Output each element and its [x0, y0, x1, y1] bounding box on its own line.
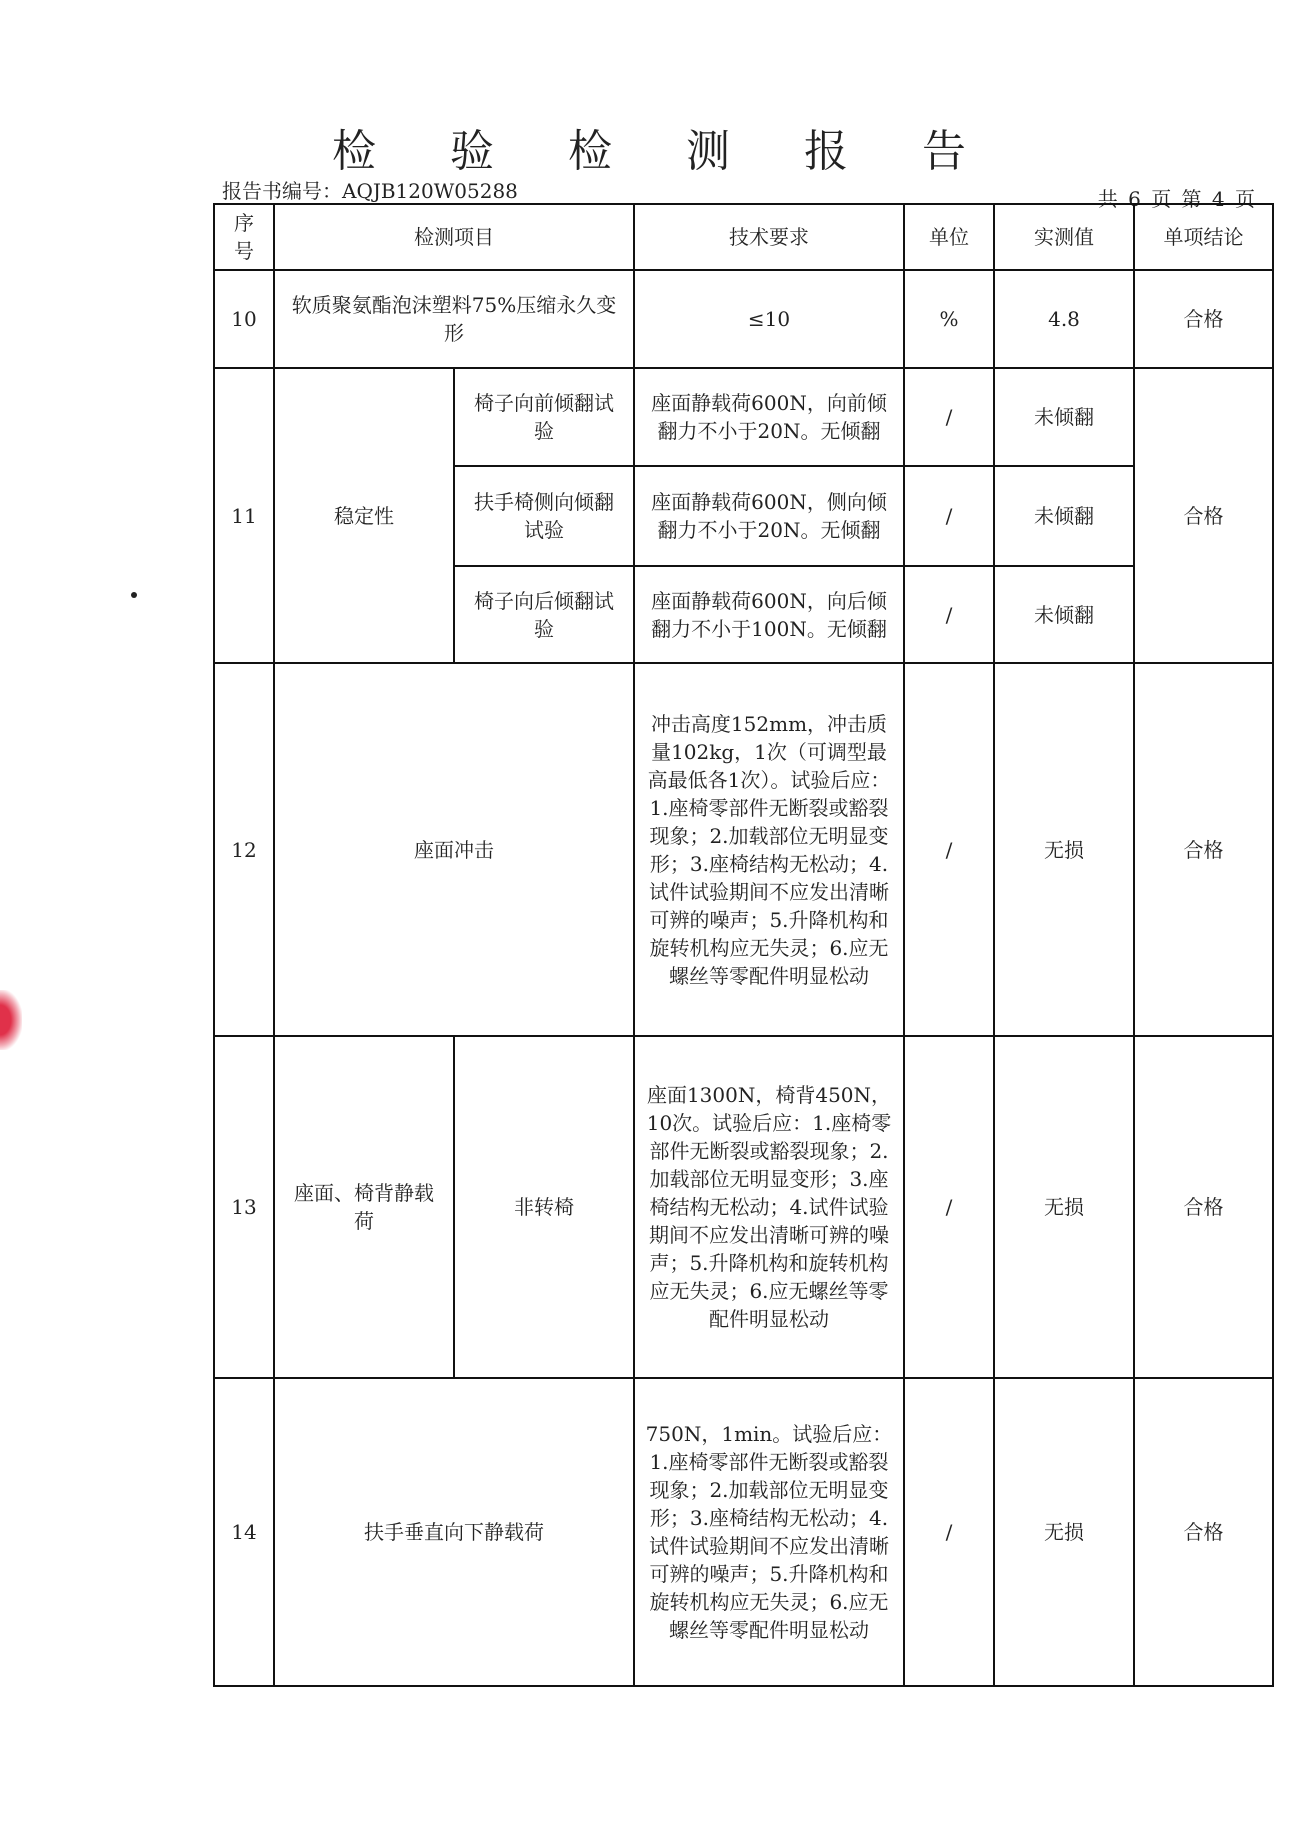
header-seq: 序号	[214, 204, 274, 270]
inspection-table	[213, 203, 1274, 1687]
report-number-value: AQJB120W05288	[342, 179, 518, 203]
table-header-row	[214, 204, 1273, 270]
row-conclusion: 合格	[1134, 368, 1273, 663]
row-subitem: 椅子向前倾翻试验	[454, 368, 634, 466]
row-requirement: 座面静载荷600N，侧向倾翻力不小于20N。无倾翻	[634, 466, 904, 566]
row-item: 稳定性	[274, 368, 454, 663]
row-requirement: 750N，1min。试验后应：1.座椅零部件无断裂或豁裂现象；2.加载部位无明显变形；3.座椅结构无松动；4.试件试验期间不应发出清晰可辨的噪声；5.升降机构和旋转机构应无失灵；6.应无螺丝等零配件明显松动	[634, 1378, 904, 1686]
header-requirement: 技术要求	[634, 204, 904, 270]
row-item: 座面、椅背静载荷	[274, 1036, 454, 1378]
row-item: 座面冲击	[274, 663, 634, 1036]
row-requirement: 冲击高度152mm，冲击质量102kg，1次（可调型最高最低各1次）。试验后应：1.座椅零部件无断裂或豁裂现象；2.加载部位无明显变形；3.座椅结构无松动；4.试件试验期间不应发出清晰可辨的噪声；5.升降机构和旋转机构应无失灵；6.应无螺丝等零配件明显松动	[634, 663, 904, 1036]
row-unit: /	[904, 1036, 994, 1378]
row-conclusion: 合格	[1134, 270, 1273, 368]
row-unit: %	[904, 270, 994, 368]
header-unit: 单位	[904, 204, 994, 270]
header-item: 检测项目	[274, 204, 634, 270]
row-subitem: 扶手椅侧向倾翻试验	[454, 466, 634, 566]
header-conclusion: 单项结论	[1134, 204, 1273, 270]
report-number	[222, 175, 518, 204]
row-seq: 14	[214, 1378, 274, 1686]
table-row	[214, 1378, 1273, 1686]
row-seq: 13	[214, 1036, 274, 1378]
row-measured: 4.8	[994, 270, 1134, 368]
row-measured: 无损	[994, 1036, 1134, 1378]
row-unit: /	[904, 1378, 994, 1686]
row-seq: 11	[214, 368, 274, 663]
red-stamp-fragment	[0, 990, 22, 1050]
row-unit: /	[904, 368, 994, 466]
row-conclusion: 合格	[1134, 1378, 1273, 1686]
row-unit: /	[904, 663, 994, 1036]
row-seq: 10	[214, 270, 274, 368]
row-measured: 未倾翻	[994, 368, 1134, 466]
row-item: 扶手垂直向下静载荷	[274, 1378, 634, 1686]
row-subitem: 椅子向后倾翻试验	[454, 566, 634, 663]
row-seq: 12	[214, 663, 274, 1036]
row-measured: 无损	[994, 663, 1134, 1036]
row-item: 软质聚氨酯泡沫塑料75%压缩永久变形	[274, 270, 634, 368]
table-row	[214, 368, 1273, 466]
page-info: 共 6 页 第 4 页	[1097, 187, 1257, 211]
table-row	[214, 270, 1273, 368]
row-requirement: 座面静载荷600N，向后倾翻力不小于100N。无倾翻	[634, 566, 904, 663]
row-subitem: 非转椅	[454, 1036, 634, 1378]
row-measured: 无损	[994, 1378, 1134, 1686]
row-requirement: 座面1300N，椅背450N，10次。试验后应：1.座椅零部件无断裂或豁裂现象；2.加载部位无明显变形；3.座椅结构无松动；4.试件试验期间不应发出清晰可辨的噪声；5.升降机构和旋转机构应无失灵；6.应无螺丝等零配件明显松动	[634, 1036, 904, 1378]
row-conclusion: 合格	[1134, 1036, 1273, 1378]
row-requirement: ≤10	[634, 270, 904, 368]
table-row	[214, 1036, 1273, 1378]
report-title: 检 验 检 测 报 告	[332, 126, 996, 177]
ink-dot	[131, 592, 137, 598]
row-unit: /	[904, 566, 994, 663]
row-requirement: 座面静载荷600N，向前倾翻力不小于20N。无倾翻	[634, 368, 904, 466]
row-unit: /	[904, 466, 994, 566]
table-row	[214, 663, 1273, 1036]
row-measured: 未倾翻	[994, 566, 1134, 663]
header-measured: 实测值	[994, 204, 1134, 270]
row-measured: 未倾翻	[994, 466, 1134, 566]
report-number-label: 报告书编号：	[222, 179, 342, 203]
row-conclusion: 合格	[1134, 663, 1273, 1036]
